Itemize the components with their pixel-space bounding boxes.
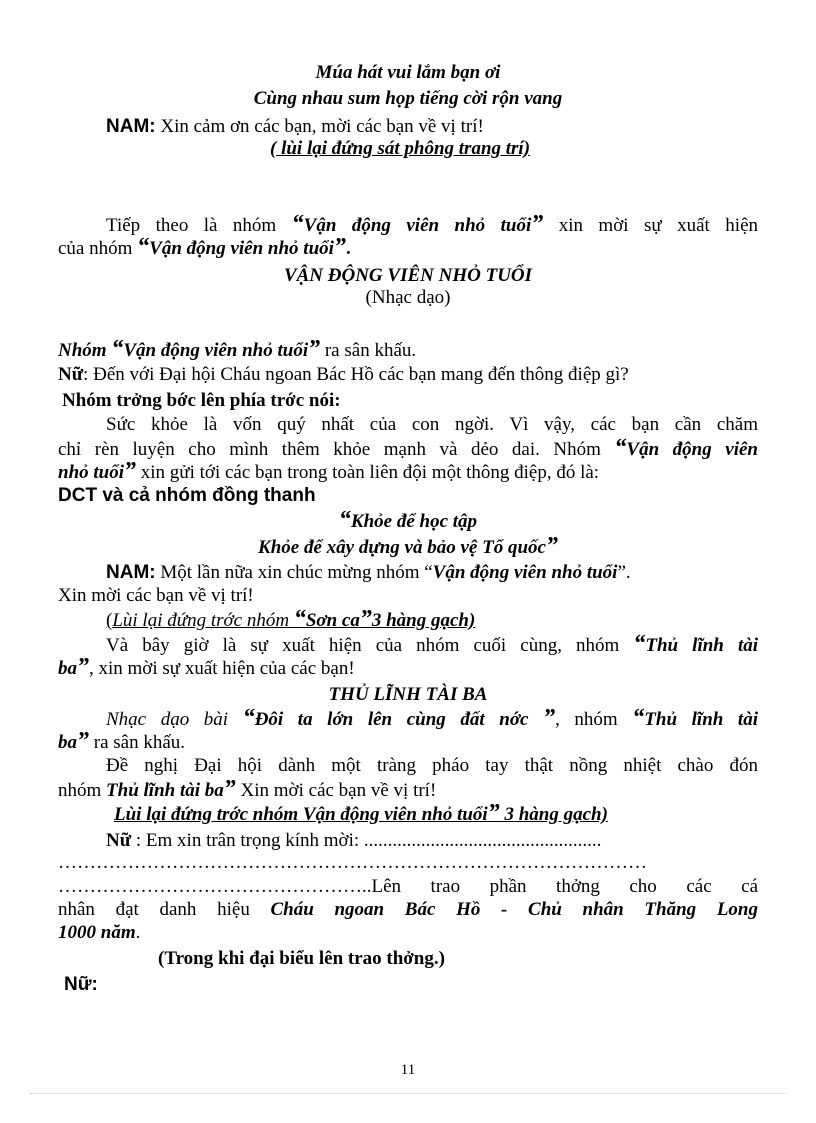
group-name-1b: Vận động viên nhỏ tuổi xyxy=(149,238,334,259)
paragraph-1-line-1: Tiếp theo là nhóm “Vận động viên nhỏ tuổi” xin mời sự xuất hiện xyxy=(106,211,759,237)
p4-song: Đôi ta lớn lên cùng đất nớc xyxy=(254,709,544,730)
paragraph-2-line-3: nhỏ tuổi” xin gửi tới các bạn trong toàn liên đội một thông điệp, đó là: xyxy=(58,458,600,484)
leader-line: Nhóm trởng bớc lên phía trớc nói: xyxy=(62,390,341,411)
paragraph-6-line-3 xyxy=(58,922,758,944)
p6-title: Cháu ngoan Bác Hồ - Chủ nhân Thăng Long xyxy=(270,899,758,920)
paragraph-2-line-1: Sức khỏe là vốn quý nhất của con ngời. Vì vậy, các bạn cần chăm xyxy=(106,414,758,435)
p1-text-c: của nhóm xyxy=(58,238,138,259)
p1-text-b: xin mời sự xuất hiện xyxy=(543,215,759,236)
slogan-2: Khỏe để xây dựng và bảo vệ Tổ quốc xyxy=(258,537,546,558)
p2-text-b: chỉ rèn luyện cho mình thêm khỏe mạnh và dẻo dai. Nhóm xyxy=(58,439,615,460)
paragraph-4-line-1: Nhạc dạo bài “Đôi ta lớn lên cùng đất nớc ”, nhóm “Thủ lĩnh tài xyxy=(106,705,758,731)
p3-text-a: Và bây giờ là sự xuất hiện của nhóm cuối cùng, nhóm xyxy=(106,635,634,656)
p1-text-d: . xyxy=(345,238,351,259)
paragraph-5-line-2: nhóm Thủ lĩnh tài ba” Xin mời các bạn về vị trí! xyxy=(58,776,437,802)
nu1-text: : Đến với Đại hội Cháu ngoan Bác Hồ các bạn mang đến thông điệp gì? xyxy=(83,364,629,385)
speaker-nu-1: Nữ xyxy=(58,364,84,385)
enter1-prefix: Nhóm xyxy=(58,340,112,361)
nam2-text: Một lần nữa xin chúc mừng nhóm “ xyxy=(155,562,433,583)
dct-line: DCT và cả nhóm đồng thanh xyxy=(58,485,316,506)
nam-line-2 xyxy=(106,562,758,584)
dir2-text-a: Lùi lại đứng trớc nhóm xyxy=(112,610,294,631)
nu-line-3: Nữ: xyxy=(64,974,98,995)
nam2-group: Vận động viên nhỏ tuổi xyxy=(432,562,618,583)
paragraph-4-line-2: ba” ra sân khấu. xyxy=(58,728,186,754)
p2-group-a: Vận động viên xyxy=(626,439,758,460)
slogan-line-2: Khỏe để xây dựng và bảo vệ Tổ quốc” xyxy=(258,533,558,559)
nu-line-1 xyxy=(58,364,758,386)
enter-line-1: Nhóm “Vận động viên nhỏ tuổi” ra sân khấu. xyxy=(58,336,417,362)
p2-text-c: xin gửi tới các bạn trong toàn liên đội một thông điệp, đó là: xyxy=(136,462,600,483)
p2-group-b: nhỏ tuổi xyxy=(58,462,125,483)
dir2-group: Sơn ca xyxy=(305,610,360,631)
nu2-text: : Em xin trân trọng kính mời: .................................................. xyxy=(131,830,602,851)
p4-group-a: Thủ lĩnh tài xyxy=(644,709,758,730)
enter1-suffix: ra sân khấu. xyxy=(320,340,417,361)
p4-text-a: Nhạc dạo bài xyxy=(106,709,243,730)
enter1-group: Vận động viên nhỏ tuổi xyxy=(123,340,309,361)
slogan-line-1: “Khỏe để học tập xyxy=(338,507,478,533)
p4-group-b: ba xyxy=(58,732,77,753)
paragraph-1-line-2: của nhóm “Vận động viên nhỏ tuổi”. xyxy=(58,234,351,260)
award-line: (Trong khi đại biểu lên trao thởng.) xyxy=(158,948,445,969)
paragraph-5-line-1: Đề nghị Đại hội dành một tràng pháo tay thật nồng nhiệt chào đón xyxy=(106,755,758,776)
dir3-text-b: 3 hàng gạch) xyxy=(499,804,608,825)
p6-text-d: . xyxy=(135,922,141,943)
speaker-nam: NAM: xyxy=(106,116,156,137)
p4-text-b: , nhóm xyxy=(555,709,633,730)
stage-direction-1-text: ( lùi lại đứng sát phông trang trí) xyxy=(270,138,531,159)
group-name-1: Vận động viên nhỏ tuổi xyxy=(303,215,532,236)
speaker-nu-2: Nữ xyxy=(106,830,132,851)
stage-direction-1 xyxy=(270,138,730,160)
slogan-1: Khỏe để học tập xyxy=(350,511,478,532)
paragraph-2-line-2: chỉ rèn luyện cho mình thêm khỏe mạnh và dẻo dai. Nhóm “Vận động viên xyxy=(58,435,758,461)
p3-group-b: ba xyxy=(58,658,77,679)
nu-line-2 xyxy=(106,830,758,852)
nam-text-1: Xin cảm ơn các bạn, mời các bạn về vị trí! xyxy=(155,116,484,137)
p3-group-a: Thủ lĩnh tài xyxy=(645,635,758,656)
dir3-text-a: Lùi lại đứng trớc nhóm Vận động viên nhỏ tuổi xyxy=(114,804,488,825)
nam-line-1 xyxy=(106,116,758,138)
nam-line-2b: Xin mời các bạn về vị trí! xyxy=(58,585,254,606)
page-footer-divider xyxy=(30,1093,786,1094)
paragraph-6-line-1: …………………………………………..Lên trao phần thởng cho các cá xyxy=(58,876,758,897)
paragraph-3-line-2: ba”, xin mời sự xuất hiện của các bạn! xyxy=(58,654,355,680)
p5-text-b: nhóm xyxy=(58,780,107,801)
p5-group: Thủ lĩnh tài ba xyxy=(106,780,224,801)
music-intro-1: (Nhạc dạo) xyxy=(365,287,451,308)
speaker-nam-2: NAM: xyxy=(106,562,156,583)
p6-text-c: 1000 năm xyxy=(58,922,136,943)
stage-direction-3: Lùi lại đứng trớc nhóm Vận động viên nhỏ tuổi” 3 hàng gạch) xyxy=(114,800,608,826)
song-line-1: Múa hát vui lắm bạn ơi xyxy=(315,62,501,83)
paragraph-6-line-2 xyxy=(58,899,758,921)
p3-text-b: , xin mời sự xuất hiện của các bạn! xyxy=(89,658,355,679)
song-line-2: Cùng nhau sum họp tiếng cời rộn vang xyxy=(253,88,563,109)
stage-direction-2: (Lùi lại đứng trớc nhóm “Sơn ca”3 hàng gạch) xyxy=(106,606,476,632)
dir2-text-b: 3 hàng gạch) xyxy=(371,610,476,631)
nam2-end: ”. xyxy=(617,562,631,583)
p6-text-b: nhân đạt danh hiệu xyxy=(58,899,271,920)
paragraph-3-line-1: Và bây giờ là sự xuất hiện của nhóm cuối cùng, nhóm “Thủ lĩnh tài xyxy=(106,631,758,657)
heading-thu-linh: THỦ LĨNH TÀI BA xyxy=(328,684,488,705)
p4-text-c: ra sân khấu. xyxy=(89,732,186,753)
heading-van-dong-vien: VẬN ĐỘNG VIÊN NHỎ TUỔI xyxy=(283,265,533,286)
p5-text-c: Xin mời các bạn về vị trí! xyxy=(235,780,437,801)
p1-text-a: Tiếp theo là nhóm xyxy=(106,215,292,236)
dotted-line: ………………………………………………………………………………… xyxy=(58,852,647,873)
page-number: 11 xyxy=(400,1062,416,1078)
